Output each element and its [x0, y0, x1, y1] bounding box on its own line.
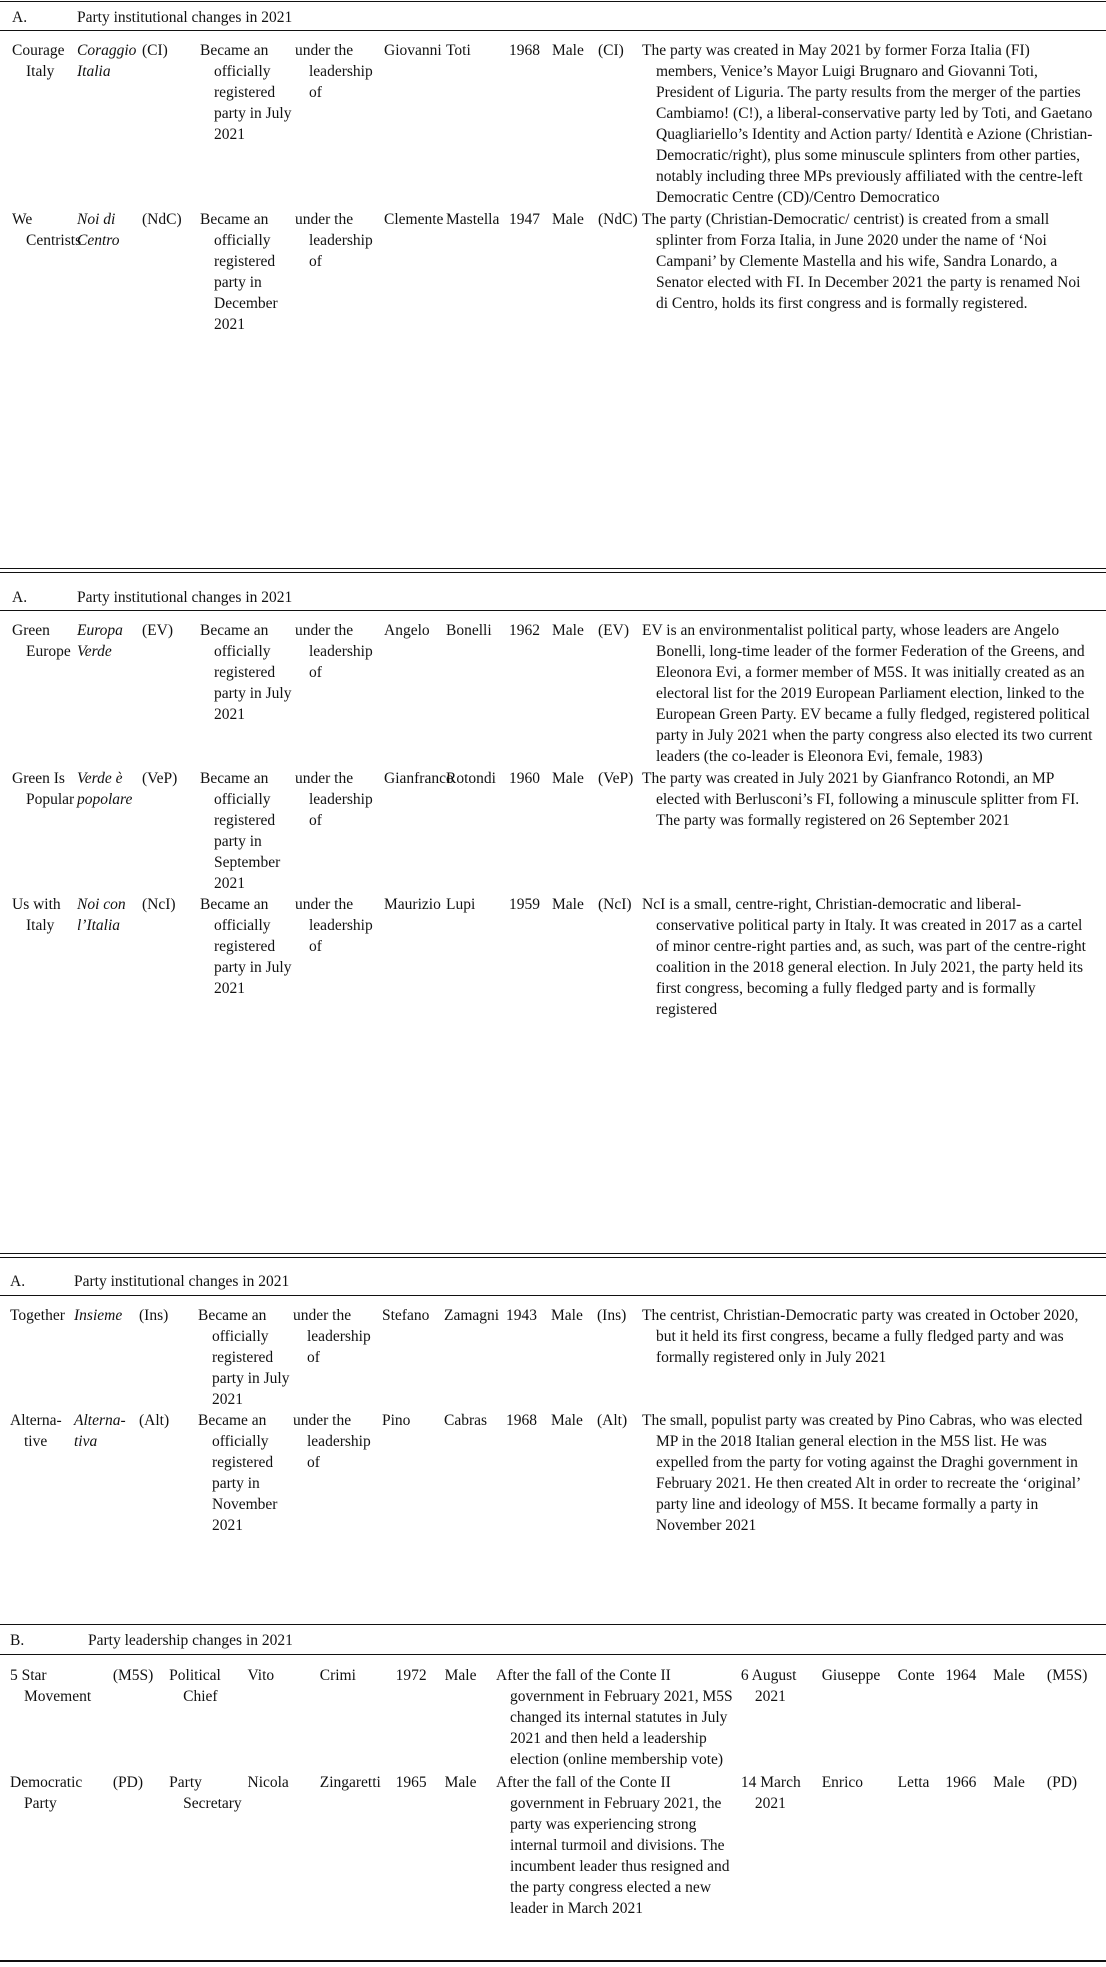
party-name: Us with Italy	[12, 896, 61, 934]
leader-gender: Male	[552, 622, 584, 639]
leader-last-name: Zamagni	[444, 1307, 500, 1324]
leader-gender: Male	[552, 211, 584, 228]
leader-first-name: Clemente	[384, 211, 444, 228]
party-abbr-repeat: (Alt)	[597, 1412, 628, 1429]
party-abbr-repeat: (NdC)	[598, 211, 638, 228]
leadership-phrase: under the leadership of	[295, 42, 373, 101]
party-description: The centrist, Christian-Democratic party was created in October 2020, but it held its first congress, became a fully fledged party and was formally registered only in July 2021	[642, 1307, 1079, 1366]
leader-birth-year: 1947	[509, 211, 540, 228]
party-italian-name: Noi di Centro	[77, 211, 120, 249]
leader-gender: Male	[551, 1307, 583, 1324]
party-abbr-repeat: (CI)	[598, 42, 624, 59]
party-description: The party was created in July 2021 by Gianfranco Rotondi, an MP elected with Berlusconi’s FI, following a minuscule splitter from FI. The party was formally registered on 26 September 2021	[642, 770, 1080, 829]
leader-position: Political Chief	[169, 1667, 221, 1705]
leader-last-name: Rotondi	[446, 770, 496, 787]
page-1	[0, 0, 1106, 575]
change-type: Became an officially registered party in July 2021	[200, 622, 292, 723]
header-rule	[0, 610, 1106, 611]
new-leader-gender: Male	[993, 1667, 1025, 1684]
table-row	[10, 1665, 1096, 1772]
leader-first-name: Giovanni	[384, 42, 442, 59]
new-leader-birth-year: 1966	[945, 1774, 977, 1791]
leader-birth-year: 1943	[506, 1307, 537, 1324]
leader-birth-year: 1968	[509, 42, 540, 59]
party-abbr-repeat: (EV)	[598, 622, 629, 639]
party-name: Democratic Party	[10, 1774, 83, 1812]
leader-birth-year: 1959	[509, 896, 540, 913]
old-leader-gender: Male	[444, 1774, 477, 1791]
party-abbr-repeat: (NcI)	[598, 896, 632, 913]
change-reason: After the fall of the Conte II government in February 2021, the party was experiencing strong internal turmoil and divisions. The incumbent leader thus resigned and the party congress elected a new leader in March 2021	[496, 1774, 730, 1917]
party-abbr: (NdC)	[142, 211, 182, 228]
new-leader-first-name: Giuseppe	[821, 1667, 881, 1684]
party-abbr-repeat: (Ins)	[597, 1307, 627, 1324]
table-row	[12, 209, 1094, 335]
change-type: Became an officially registered party in July 2021	[198, 1307, 290, 1408]
old-leader-last-name: Crimi	[319, 1667, 356, 1684]
new-party-abbr: (M5S)	[1046, 1667, 1088, 1684]
change-type: Became an officially registered party in July 2021	[200, 42, 292, 143]
leader-birth-year: 1968	[506, 1412, 537, 1429]
leader-first-name: Gianfranco	[384, 770, 454, 787]
party-name: Green Is Popular	[12, 770, 75, 808]
change-type: Became an officially registered party in December 2021	[200, 211, 278, 333]
party-name: We Centrists	[12, 211, 82, 249]
party-description: The party (Christian-Democratic/ centrist) is created from a small splinter from Forza Italia, in June 2020 under the name of ‘Noi Campani’ by Clemente Mastella and his wife, Sandra Lonardo, a Senator elected with FI. In December 2021 the party is renamed Noi di Centro, holds its first congress and is formally registered.	[642, 211, 1081, 312]
party-abbr-repeat: (VeP)	[598, 770, 634, 787]
bottom-rule	[0, 568, 1106, 569]
old-leader-first-name: Nicola	[247, 1774, 289, 1791]
leader-gender: Male	[552, 42, 584, 59]
institutional-table	[12, 620, 1094, 1020]
party-description: NcI is a small, centre-right, Christian-democratic and liberal-conservative political party in Italy. It was created in 2017 as a cartel of minor centre-right parties and, as such, was part of the centre-right coalition in the 2018 general election. In July 2021, the party held its first congress, becoming a fully fledged party and is formally registered	[642, 896, 1086, 1018]
leader-gender: Male	[552, 770, 584, 787]
leader-first-name: Stefano	[382, 1307, 430, 1324]
bottom-rule	[0, 1253, 1106, 1254]
leader-last-name: Toti	[446, 42, 471, 59]
institutional-table	[10, 1305, 1096, 1536]
party-italian-name: Coraggio Italia	[77, 42, 137, 80]
section-b-rule	[0, 1624, 1106, 1625]
party-italian-name: Noi con l’Italia	[77, 896, 126, 934]
leadership-phrase: under the leadership of	[295, 211, 373, 270]
institutional-table	[12, 40, 1094, 335]
leader-birth-year: 1960	[509, 770, 540, 787]
leadership-phrase: under the leadership of	[295, 770, 373, 829]
leadership-phrase: under the leadership of	[295, 896, 373, 955]
leadership-phrase: under the leadership of	[295, 622, 373, 681]
table-row	[12, 768, 1094, 894]
table-row	[12, 620, 1094, 768]
party-abbr: (VeP)	[142, 770, 178, 787]
table-row	[10, 1410, 1096, 1536]
new-party-abbr: (PD)	[1046, 1774, 1078, 1791]
bottom-rule	[0, 1257, 1106, 1258]
party-italian-name: Europa Verde	[77, 622, 123, 660]
leader-last-name: Mastella	[446, 211, 500, 228]
leader-birth-year: 1962	[509, 622, 540, 639]
party-abbr: (M5S)	[112, 1667, 154, 1684]
old-leader-last-name: Zingaretti	[319, 1774, 381, 1791]
party-name: Courage Italy	[12, 42, 65, 80]
party-abbr: (Ins)	[139, 1307, 169, 1324]
section-a-title: Party institutional changes in 2021	[77, 9, 293, 26]
party-abbr: (PD)	[112, 1774, 143, 1791]
leadership-phrase: under the leadership of	[293, 1412, 371, 1471]
leader-last-name: Bonelli	[446, 622, 492, 639]
bottom-rule	[0, 1960, 1106, 1962]
new-leader-last-name: Letta	[897, 1774, 930, 1791]
section-a-title: Party institutional changes in 2021	[77, 589, 293, 606]
header-rule	[0, 30, 1106, 31]
leadership-table	[10, 1665, 1096, 1919]
table-row	[12, 40, 1094, 209]
party-abbr: (NcI)	[142, 896, 176, 913]
table-row	[10, 1305, 1096, 1410]
table-row	[12, 894, 1094, 1020]
leader-last-name: Lupi	[446, 896, 476, 913]
top-rule	[0, 1, 1106, 2]
leader-gender: Male	[552, 896, 584, 913]
change-reason: After the fall of the Conte II government in February 2021, M5S changed its internal statutes in July 2021 and then held a leadership election (online membership vote)	[496, 1667, 733, 1768]
section-b-header-rule	[0, 1654, 1106, 1655]
party-abbr: (CI)	[142, 42, 168, 59]
header-rule	[0, 1295, 1106, 1296]
change-type: Became an officially registered party in November 2021	[198, 1412, 278, 1534]
party-description: EV is an environmentalist political party, whose leaders are Angelo Bonelli, long-time leader of the former Federation of the Greens, and Eleonora Evi, a former member of M5S. It was initially created as an electoral list for the 2019 European Parliament election, linked to the European Green Party. EV became a fully fledged, registered political party in July 2021 when the party congress also elected its two current leaders (the co-leader is Eleonora Evi, female, 1983)	[642, 622, 1093, 765]
leadership-phrase: under the leadership of	[293, 1307, 371, 1366]
party-italian-name: Insieme	[74, 1307, 123, 1324]
new-leader-birth-year: 1964	[945, 1667, 977, 1684]
leader-last-name: Cabras	[444, 1412, 488, 1429]
party-italian-name: Verde è popolare	[77, 770, 133, 808]
change-type: Became an officially registered party in July 2021	[200, 896, 292, 997]
party-description: The party was created in May 2021 by former Forza Italia (FI) members, Venice’s Mayor Luigi Brugnaro and Giovanni Toti, President of Liguria. The party results from the merger of the parties Cambiamo! (C!), a liberal-conservative party led by Toti, and Gaetano Quagliariello’s Identity and Action party/ Identità e Azione (Christian-Democratic/right), plus some minuscule splinters from other parties, notably including three MPs previously affiliated with the centre-left Democratic Centre (CD)/Centro Democratico	[642, 42, 1093, 206]
change-date: 14 March 2021	[740, 1774, 801, 1812]
old-leader-birth-year: 1965	[395, 1774, 427, 1791]
party-italian-name: Alterna- tiva	[74, 1412, 126, 1450]
party-name: Together	[10, 1307, 65, 1324]
section-a-letter: A.	[12, 9, 28, 26]
section-a-letter: A.	[10, 1273, 26, 1290]
bottom-rule	[0, 572, 1106, 573]
table-row	[10, 1772, 1096, 1919]
leader-position: Party Secretary	[169, 1774, 242, 1812]
old-leader-birth-year: 1972	[395, 1667, 427, 1684]
party-name: 5 Star Movement	[10, 1667, 92, 1705]
party-name: Alterna- tive	[10, 1412, 62, 1450]
party-description: The small, populist party was created by Pino Cabras, who was elected MP in the 2018 Italian general election in the M5S list. He was expelled from the party for voting against the Draghi government in February 2021. He then created Alt in order to recreate the ‘original’ party line and ideology of M5S. It became formally a party in November 2021	[642, 1412, 1083, 1534]
party-abbr: (Alt)	[139, 1412, 170, 1429]
new-leader-gender: Male	[993, 1774, 1025, 1791]
change-date: 6 August 2021	[740, 1667, 797, 1705]
change-type: Became an officially registered party in September 2021	[200, 770, 281, 892]
leader-first-name: Angelo	[384, 622, 430, 639]
section-b-letter: B.	[10, 1632, 25, 1649]
new-leader-last-name: Conte	[897, 1667, 935, 1684]
section-a-letter: A.	[12, 589, 28, 606]
page-3	[0, 1265, 1106, 1967]
leader-gender: Male	[551, 1412, 583, 1429]
party-abbr: (EV)	[142, 622, 173, 639]
page-2	[0, 580, 1106, 1270]
old-leader-gender: Male	[444, 1667, 477, 1684]
section-b-title: Party leadership changes in 2021	[88, 1632, 293, 1649]
leader-first-name: Maurizio	[384, 896, 441, 913]
old-leader-first-name: Vito	[247, 1667, 275, 1684]
section-a-title: Party institutional changes in 2021	[74, 1273, 290, 1290]
new-leader-first-name: Enrico	[821, 1774, 864, 1791]
party-name: Green Europe	[12, 622, 71, 660]
leader-first-name: Pino	[382, 1412, 411, 1429]
